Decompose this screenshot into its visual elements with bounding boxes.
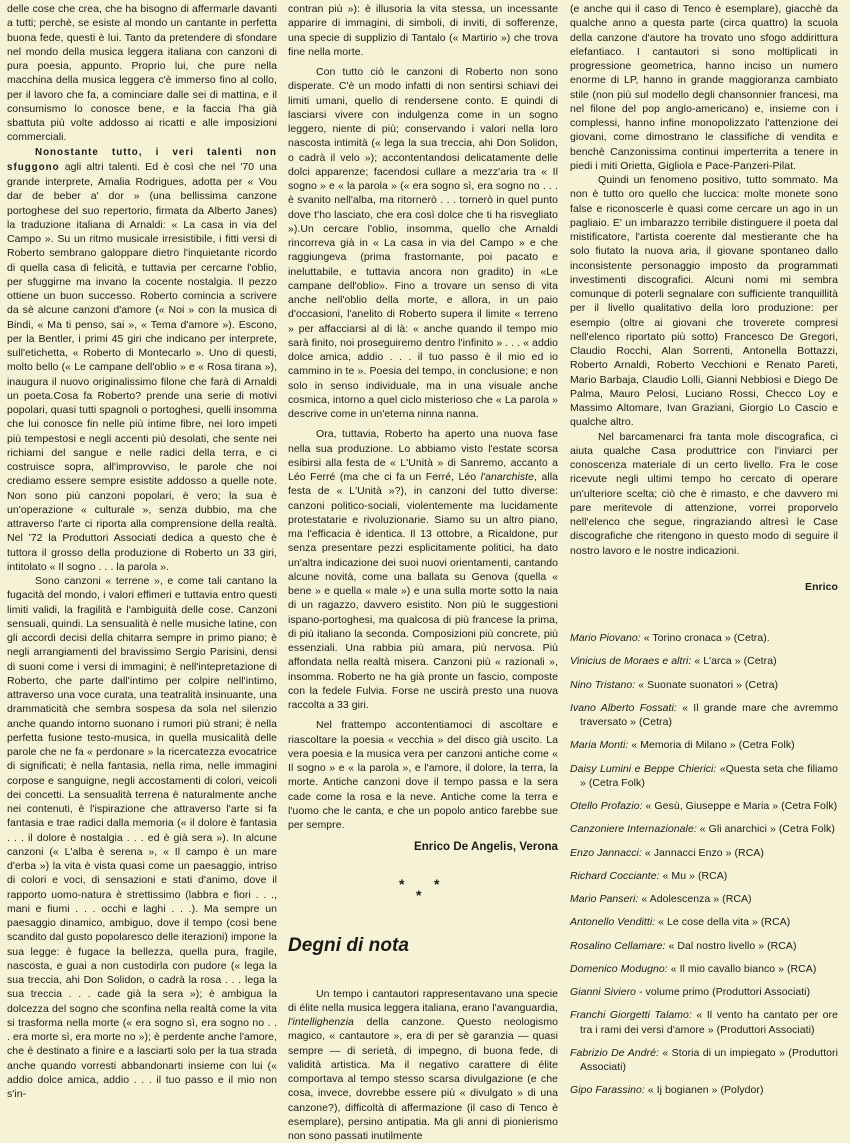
asterisk-icon: * [434,877,440,891]
record-artist: Mario Panseri: [570,893,638,905]
article-paragraph [288,427,558,712]
paragraph-text: Ora, tuttavia, Roberto ha aperto una nuova fase nella sua produzione. Lo abbiamo visto l'estate scorsa esibirsi alla festa de « L'Unità » di Sanremo, accanto a Léo Ferré (ma che ci fa un Ferré, Léo [288,428,558,483]
record-item [570,799,838,813]
record-title: « Adolescenza » (RCA) [638,893,751,905]
record-artist: Domenico Modugno: [570,963,668,975]
record-title: « Memoria di Milano » (Cetra Folk) [628,739,794,751]
paragraph-text: Un tempo i cantautori rappresentavano una specie di élite nella musica leggera italiana, erano l'avanguardia, [288,988,558,1014]
record-artist: Otello Profazio: [570,800,643,812]
emphasis-text: l'anarchiste [481,471,534,483]
record-item [570,631,838,645]
record-title: « Suonate suonatori » (Cetra) [635,679,778,691]
record-artist: Fabrizio De André: [570,1047,659,1059]
record-artist: Gipo Farassino: [570,1084,645,1096]
record-title: « Il vento ha cantato per ore tra i rami dei versi d'amore » (Produttori Associati) [580,1009,838,1035]
record-artist: Nino Tristano: [570,679,635,691]
article-column-1 [7,2,277,1101]
record-artist: Ivano Alberto Fossati: [570,702,677,714]
section-title: Degni di nota [288,935,558,957]
paragraph-lead-in: Nonostante tutto, i veri talenti non sfuggono [7,147,277,173]
record-title: « Dal nostro livello » (RCA) [666,940,797,952]
record-artist: Rosalino Cellamare: [570,940,666,952]
record-item [570,1046,838,1075]
article-paragraph: Sono canzoni « terrene », e come tali cantano la fugacità del mondo, i valori effimeri e tuttavia entro questi limiti validi, la fragilità e l'ambiguità delle cose. Canzoni sensuali, quindi. La sensualità è nelle musiche latine, con gli accordi decisi della chitarra sempre in primo piano; è negli arrangiamenti del bravissimo Sergio Parisini, densi di suoni come i versi di immagini; è nell'intepretazione di Roberto, che parte dall'intimo per colpire nell'intimo, attraverso una voce curata, una teatralità insinuante, una drammaticità che sembra sospesa da sola nel silenzio anche quando intorno suonano i rumori più strani; è nella perfetta fusione testo-musica, in quella musicalità delle parole che ne fa « perdonare » la ricercatezza evocatrice di significati; è nella fantasia, nella rima, nelle immagini corpose e sanguigne, negli accostamenti di colori, veicoli dei concetti. La sensualità terrena è naturalmente anche nei contenuti, è l'ispirazione che attraverso l'arte si fa fantasia e trae radici dalla memoria (« il dolore è fantasia . . . il dolore è nostalgia . . . ed è già sera »). In alcune canzoni (« L'alba è serena », « Il campo è un mare d'erba ») la vita è vista quasi come un paesaggio, intriso di colori e voci, di sensazioni e stati d'animo, dove il rapporto uomo-natura è strettissimo (labbra e fiori . . ., mani e fiumi . . . occhi e laghi . . .). Ma sempre un paesaggio dinamico, ambiguo, dove il tempo (così bene scandito dal gusto popolaresco delle iterazioni) impone la sua legge: è fugace la bellezza, quella pura, fragile, nascosta, e guai a non custodirla con pudore (« lega la sua treccia, ahi Don Solidon, o cadrà la rosa . . . lega la sua treccia . . . cade già la sera »); è ambigua la dolcezza del sogno che sconfina nella realtà come la vita si trasforma nella morte (« era sogno sì, era sogno no . . . era morte sì, era morte no »); è perdente anche l'amore, che è destinato a finire e a lasciarti solo per la tua strada anche quando vorresti abbandonarti insieme con lui (« addio dolce amica, addio . . . il tuo passo e il mio non s'in- [7,574,277,1101]
asterisk-icon: * [416,888,422,902]
record-item [570,738,838,752]
record-item [570,915,838,929]
record-artist: Canzoniere Internazionale: [570,823,697,835]
record-item [570,1008,838,1037]
record-item [570,985,838,999]
author-signature: Enrico De Angelis, Verona [288,840,558,854]
record-item [570,939,838,953]
record-title: « L'arca » (Cetra) [691,655,776,667]
author-signature: Enrico [570,580,838,594]
emphasis-text: l'intellighenzia [288,1016,354,1028]
record-artist: Richard Cocciante: [570,870,660,882]
record-title: « Gli anarchici » (Cetra Folk) [697,823,835,835]
article-paragraph: Nel barcamenarci fra tanta mole discografica, ci aiuta qualche Casa produttrice con l'inviarci per conoscenza materiale di un certo livello. Fra le cose ricevute negli ultimi tempo ho cercato di operare un'ulteriore scelta; ciò che è rimasto, e che davvero mi pare meritevole di attenzione, vorrei proporvelo nell'elenco che segue, ringraziando altresì le Case discografiche che ritengono in questo modo di seguire il nostro lavoro e le nostre indicazioni. [570,430,838,558]
article-paragraph: Quindi un fenomeno positivo, tutto sommato. Ma non è tutto oro quello che luccica: molte monete sono false e riconoscerle è quasi come cercare un ago in un pagliaio. E' un imbarazzo terribile distinguere il poeta dal mistificatore, l'artista coerente dal mestierante che ha solo fiutato la nuova aria, il giovane spontaneo dallo inconsistente personaggio imposto da programmati investimenti discografici. Alcuni nomi mi sembra comunque di poterli segnalare con sufficiente tranquillità per il livello qualitativo della loro produzione: per esempio (oltre ai giovani che troverete compresi nell'elenco riportato più sotto) Francesco De Gregori, Claudio Rocchi, Alan Sorrenti, Antonella Bottazzi, Roberto Arnaldi, Roberto Vecchioni e Renato Pareti, Mario Barbaja, Claudio Lolli, Gianni Nebbiosi e Diego De Palma, Mauro Pelosi, Luciano Rossi, Checco Loy e Massimo Altomare, Ivan Graziani, Giorgio Lo Cascio e qualche altro. [570,173,838,430]
record-item [570,678,838,692]
record-title: « Ij bogianen » (Polydor) [645,1084,764,1096]
record-title: « Il grande mare che avremmo traversato » (Cetra) [580,702,838,728]
record-item [570,892,838,906]
record-title: «Questa seta che filiamo » (Cetra Folk) [580,763,838,789]
article-column-3 [570,2,838,1107]
article-paragraph: Nel frattempo accontentiamoci di ascoltare e riascoltare la poesia « vecchia » del disco già uscito. La vera poesia e la musica vera per canzoni antiche come « Il sogno » e « la parola », e l'amore, il dolore, la terra, la morte. Antiche canzoni dove il tempo passa e la sera cade come la rosa e la neve. Antiche come la terra e l'uomo che le canta, e che un popolo antico farebbe sue per sempre. [288,718,558,832]
record-artist: Franchi Giorgetti Talamo: [570,1009,692,1021]
article-column-2 [288,2,558,1143]
record-artist: Mario Piovano: [570,632,641,644]
article-paragraph: Con tutto ciò le canzoni di Roberto non sono disperate. C'è un modo infatti di non sentirsi schiavi dei limiti umani, quello di rendersene conto. E quindi di lasciarsi vivere con indulgenza come in un sogno leggero, niente di più; conservando i valori nella loro nascosta intimità (« lega la sua treccia, ahi Don Solidon, o cadrà il velo »); accontentandosi delicatamente delle dolci apparenze; facendosi cullare a mezz'aria tra « Il sogno » e « la parola » (« era sogno sì, era sogno no . . . è svanito nell'alba, ma ritornerò . . . tornerò in quel punto dove t'ho lasciato, che era così dolce che ti ha risvegliato »).Un cercare l'oblio, insomma, quello che Arnaldi rincorreva già in « La casa in via del Campo » e che raggiungeva (prima frastornante, poi pacato e ineluttabile, e tuttavia ancora non gradito) in «Le campane dell'oblio». Fino a trovare un senso di vita anche nell'oblio della morte, e allora, in un paio d'occasioni, l'anelito di Roberto supera il limite « terreno » per affacciarsi al di là: « anche quando il tempo mio sarà finito, noi proseguiremo dentro l'infinito » . . . « addio dolce amica, addio . . . il tuo passo è il mio ed io cammino in te ». Poesia del tempo, in conclusione; e non solo in senso individuale, ma in una visuale anche cosmica, intorno a quel ciclo misterioso che « La parola » descrive come in un'eterna ninna nanna. [288,65,558,421]
record-artist: Daisy Lumini e Beppe Chierici: [570,763,716,775]
article-paragraph: delle cose che crea, che ha bisogno di affermarle davanti a tutti; perchè, se esiste al mondo un cantante in perfetta buona fede, questi è lui. Tanto da pretendere di sfondare nel mondo della musica leggera italiana con canzoni di pura poesia, appunto. Proprio lui, che pure nella macchina della musica leggera c'è immerso fino al collo, per il lavoro che fa, a cominciare dalle sei di mattina, e il consumismo lo conosce bene, e la faccia l'ha già sbattuta più volte addosso ai ricatti e alle imposizioni commerciali. [7,2,277,145]
record-item [570,701,838,730]
record-artist: Gianni Siviero [570,986,636,998]
section-divider-asterisks [288,875,558,915]
record-artist: Enzo Jannacci: [570,847,642,859]
record-list [570,631,838,1098]
record-title: « Jannacci Enzo » (RCA) [642,847,764,859]
record-artist: Maria Monti: [570,739,628,751]
record-item [570,762,838,791]
record-title: « Mu » (RCA) [660,870,728,882]
record-item [570,822,838,836]
article-paragraph: contran più »): è illusoria la vita stessa, un incessante apparire di immagini, di simboli, di inviti, di sofferenze, una specie di supplizio di Tantalo (« Martirio ») che trova fine nella morte. [288,2,558,59]
paragraph-text: , alla festa de « L'Unità »?), in canzoni del tutto diverse: canzoni politico-sociali, violentemente ma lucidamente protestatarie e rivoluzionarie. Siamo su un altro piano, ma l'efficacia è identica. Il 13 ottobre, a Ricaldone, pur senza presentare pezzi esplicitamente politici, ha dato un'altra indicazione dei suoi nuovi orientamenti, cantando alcune novità, come una ballata su Genova (quella « bene » e quella « male ») e una sulla morte sotto la naia di un ragazzo, davvero esistito. Non più le suggestioni ispano-portoghesi, ma qualcosa di più francese la prima, di più italiano la seconda. Composizioni più concrete, più essenziali. Una rabbia più amara, più nervosa. Più affondata nella realtà misera. Canzoni più « razionali », insomma. Roberto ne ha già pronte un fascio, composte con la fedele Fulvia. Forse ne uscirà presto una nuova raccolta a 33 giri. [288,471,558,711]
record-item [570,846,838,860]
article-paragraph: (e anche qui il caso di Tenco è esemplare), giacchè da qualche anno a questa parte (circa quattro) la scuola della canzone d'autore ha trovato uno sfogo addirittura elefantiaco. I cantautori si sono moltiplicati in progressione geometrica, hanno inciso un numero enorme di LP, hanno in grande maggioranza cambiato stile (non più sul modello degli chansonnier francesi, ma nel filone del pop anglo-americano) e, insieme con i complessi, hanno infine monopolizzato l'attenzione dei giovani, come dimostrano le classifiche di vendita e benchè Canzonissima continui imperterrita a tenere in piedi i miti Orietta, Gigliola e Pace-Panzeri-Pilat. [570,2,838,173]
record-title: « Storia di un impiegato » (Produttori Associati) [580,1047,838,1073]
record-item [570,869,838,883]
record-title: - volume primo (Produttori Associati) [636,986,810,998]
record-title: « Torino cronaca » (Cetra). [641,632,770,644]
article-paragraph [7,145,277,575]
record-title: « Le cose della vita » (RCA) [655,916,790,928]
article-paragraph [288,987,558,1143]
asterisk-icon: * [399,877,405,891]
record-title: « Gesù, Giuseppe e Maria » (Cetra Folk) [643,800,838,812]
paragraph-body: agli altri talenti. Ed è così che nel '70 una grande interprete, Amalia Rodrigues, adotta per « Vou dar de beber a' dor » (una bellissima canzone portoghese del suo repertorio, firmata da Alberto Janes) la traduzione italiana di Arnaldi: « La casa in via del Campo ». Su un ritmo musicale irresistibile, i fitti versi di Roberto sembrano galoppare dietro l'inquietante ricordo di quella casa di felicità, e tuttavia per cercarne l'oblio, per sfuggirne ma invano la cocente nostalgia. Il pezzo ottiene un buon successo. Roberto comincia a scrivere da sè alcune canzoni d'amore (« Noi » con la musica di Bindi, « Ma ti penso, sai », « Tema d'amore »). Escono, per la Bentler, i primi 45 giri che indicano per interprete, sull'etichetta, « Roberto di Montecarlo ». Uno di questi, molto bello (« Le campane dell'oblio » e « Rosa tirana »), inaugura il nuovo originalissimo filone che farà di Arnaldi un poeta.Cosa fa Roberto? prende una serie di motivi popolari, quasi tutti spagnoli o portoghesi, quelli insomma che lui conosce fin nelle più intime fibre, nei loro impeti più tempestosi e negli accenti più desolati, che sente nei richiami del sangue e nelle radici della terra, e ci costruisce sopra, all'improvviso, le parole che noi crediamo essere sempre esistite addosso a quelle note. Non sono più canzoni popolari, è vero; la sua è un'operazione « culturale », senza dubbio, ma che attraverso l'arte ci riporta alla comprensione della realtà. Nel '72 la Produttori Associati dedica a questo che è tuttora il grosso della produzione di Roberto un 33 giri, intitolato « Il sogno . . . la parola ». [7,161,277,573]
record-item [570,654,838,668]
record-title: « Il mio cavallo bianco » (RCA) [668,963,817,975]
paragraph-text: della canzone. Questo neologismo magico, « cantautore », era di per sè garanzia — quasi sempre — di serietà, di impegno, di buona fede, di validità artistica. Ma il negativo carattere di élite comportava al tempo stesso scarsa divulgazione (e che cosa, invece, dovrebbe essere più « divulgato » di una canzone?), difficoltà di affermazione (il caso di Tenco è esemplare), persino antipatia. Ma gli anni di pionierismo non sono passati inutilmente [288,1016,558,1142]
record-artist: Antonello Venditti: [570,916,655,928]
record-artist: Vinicius de Moraes e altri: [570,655,691,667]
record-item [570,1083,838,1097]
record-item [570,962,838,976]
